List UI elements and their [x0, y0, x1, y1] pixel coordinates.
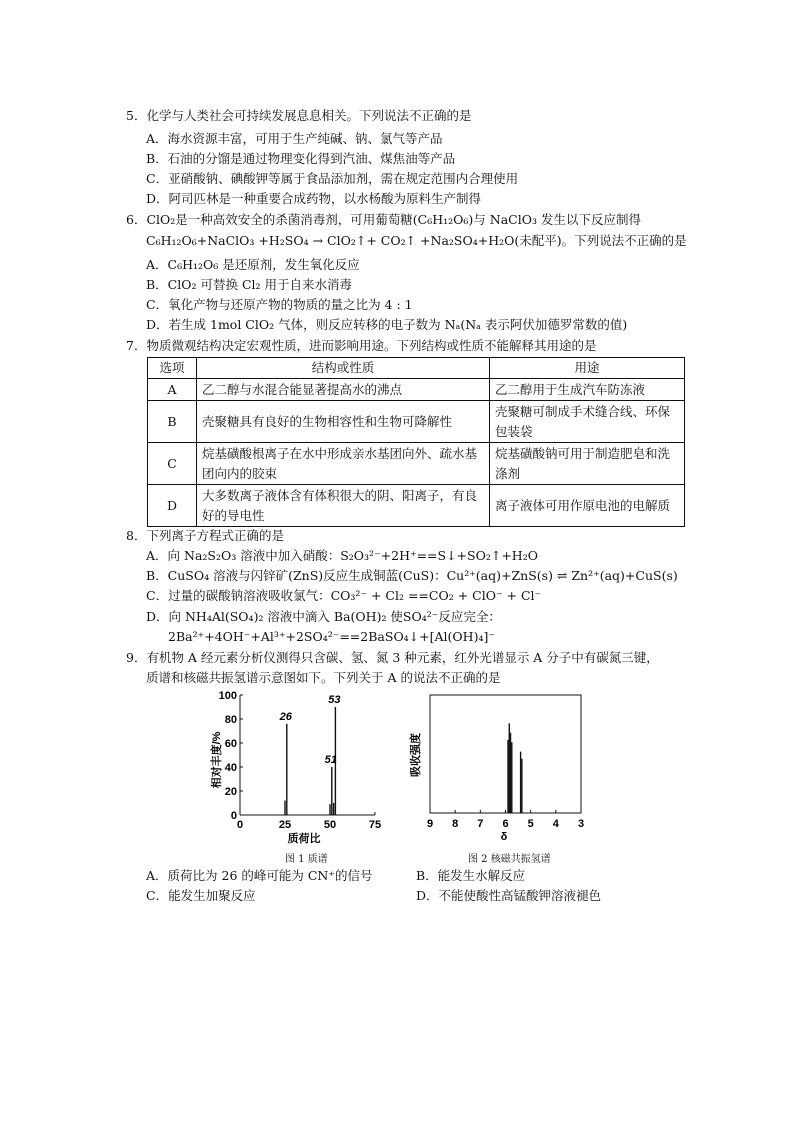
mass-spectrum-ylabel: 相对丰度/% — [211, 731, 223, 789]
y-tick-label: 0 — [230, 810, 237, 822]
x-tick-label: 8 — [452, 818, 459, 830]
x-tick-label: 7 — [477, 818, 484, 830]
row-property: 烷基磺酸根离子在水中形成亲水基团向外、疏水基团向内的胶束 — [197, 443, 490, 485]
row-use: 烷基磺酸钠可用于制造肥皂和洗涤剂 — [490, 443, 685, 485]
y-tick-label: 20 — [224, 786, 237, 798]
q5-option-b: B．石油的分馏是通过物理变化得到汽油、煤焦油等产品 — [146, 151, 456, 166]
nmr-xlabel: δ — [500, 831, 508, 843]
row-property: 大多数离子液体含有体积很大的阴、阳离子，有良好的导电性 — [197, 485, 490, 527]
table-row — [148, 379, 685, 401]
q8-option-c: C．过量的碳酸钠溶液吸收氯气：CO₃²⁻ + Cl₂ ==CO₂ + ClO⁻ + Cl⁻ — [146, 588, 542, 603]
peak-label: 26 — [279, 710, 292, 723]
plot-frame — [430, 695, 581, 813]
row-key: B — [148, 401, 197, 443]
q9-option-c: C．能发生加聚反应 — [146, 888, 256, 903]
table-row — [148, 485, 685, 527]
fig2-caption: 图 2 核磁共振氢谱 — [468, 854, 551, 865]
q5-option-c: C．亚硝酸钠、碘酸钾等属于食品添加剂，需在规定范围内合理使用 — [146, 171, 519, 186]
x-tick-label: 0 — [236, 819, 244, 831]
header-property: 结构或性质 — [197, 358, 490, 379]
q8-option-d: D．向 NH₄Al(SO₄)₂ 溶液中滴入 Ba(OH)₂ 使SO₄²⁻反应完全： — [146, 609, 501, 624]
mass-spectrum-chart — [200, 685, 390, 847]
header-use: 用途 — [490, 358, 685, 379]
q5-option-a: A．海水资源丰富，可用于生产纯碱、钠、氯气等产品 — [146, 131, 443, 146]
q9-option-d: D．不能使酸性高锰酸钾溶液褪色 — [416, 888, 602, 903]
table-row — [148, 443, 685, 485]
q9-option-a: A．质荷比为 26 的峰可能为 CN⁺的信号 — [146, 868, 373, 883]
q6-stem-line2: C₆H₁₂O₆+NaClO₃ +H₂SO₄ → ClO₂↑+ CO₂↑ +Na₂SO₄+H₂O(未配平)。下列说法不正确的是 — [146, 233, 687, 248]
q7-table — [147, 357, 685, 527]
fig1-caption: 图 1 质谱 — [285, 854, 328, 865]
q8-option-b: B．CuSO₄ 溶液与闪锌矿(ZnS)反应生成铜蓝(CuS)：Cu²⁺(aq)+ZnS(s) ⇌ Zn²⁺(aq)+CuS(s) — [146, 568, 678, 583]
q6-stem-line1: 6．ClO₂是一种高效安全的杀菌消毒剂，可用葡萄糖(C₆H₁₂O₆)与 NaClO₃ 发生以下反应制得 — [126, 212, 641, 227]
row-key: C — [148, 443, 197, 485]
y-tick-label: 40 — [224, 762, 237, 774]
q9-stem-line2: 质谱和核磁共振氢谱示意图如下。下列关于 A 的说法不正确的是 — [146, 670, 501, 685]
row-use: 乙二醇用于生成汽车防冻液 — [490, 379, 685, 401]
nmr-spectrum-chart — [408, 685, 598, 847]
x-tick-label: 50 — [323, 819, 337, 831]
y-tick-label: 60 — [224, 738, 237, 750]
q6-option-c: C．氧化产物与还原产物的物质的量之比为 4 : 1 — [146, 297, 413, 312]
y-tick-label: 100 — [218, 690, 237, 702]
row-property: 壳聚糖具有良好的生物相容性和生物可降解性 — [197, 401, 490, 443]
x-tick-label: 3 — [577, 818, 585, 830]
q5-option-d: D．阿司匹林是一种重要合成药物，以水杨酸为原料生产制得 — [146, 191, 482, 206]
q7-stem: 7．物质微观结构决定宏观性质，进而影响用途。下列结构或性质不能解释其用途的是 — [126, 338, 597, 353]
x-tick-label: 5 — [527, 818, 534, 830]
q6-option-b: B．ClO₂ 可替换 Cl₂ 用于自来水消毒 — [146, 277, 353, 292]
header-option: 选项 — [148, 358, 197, 379]
nmr-ylabel: 吸收强度 — [410, 733, 422, 777]
row-key: A — [148, 379, 197, 401]
x-tick-label: 25 — [278, 819, 292, 831]
q8-stem: 8．下列离子方程式正确的是 — [126, 528, 284, 543]
x-tick-label: 4 — [552, 818, 559, 830]
row-use: 壳聚糖可制成手术缝合线、环保包装袋 — [490, 401, 685, 443]
q5-stem: 5．化学与人类社会可持续发展息息相关。下列说法不正确的是 — [126, 108, 472, 123]
table-header-row — [148, 358, 685, 379]
q8-option-d-equation: 2Ba²⁺+4OH⁻+Al³⁺+2SO₄²⁻==2BaSO₄↓+[Al(OH)₄]⁻ — [168, 629, 495, 644]
row-key: D — [148, 485, 197, 527]
q8-option-a: A．向 Na₂S₂O₃ 溶液中加入硝酸：S₂O₃²⁻+2H⁺==S↓+SO₂↑+H₂O — [146, 548, 538, 563]
table-row — [148, 401, 685, 443]
x-tick-label: 9 — [426, 818, 434, 830]
row-use: 离子液体可用作原电池的电解质 — [490, 485, 685, 527]
q6-option-a: A．C₆H₁₂O₆ 是还原剂，发生氧化反应 — [146, 257, 360, 272]
peak-label: 51 — [324, 754, 337, 766]
row-property: 乙二醇与水混合能显著提高水的沸点 — [197, 379, 490, 401]
q9-stem-line1: 9．有机物 A 经元素分析仪测得只含碳、氢、氮 3 种元素，红外光谱显示 A 分子中有碳氮三键， — [126, 650, 659, 665]
x-tick-label: 6 — [502, 818, 509, 830]
q6-option-d: D．若生成 1mol ClO₂ 气体，则反应转移的电子数为 Nₐ(Nₐ 表示阿伏加德罗常数的值) — [146, 317, 628, 332]
mass-spectrum-xlabel: 质荷比 — [287, 833, 321, 845]
peak-label: 53 — [328, 694, 341, 706]
q9-option-b: B．能发生水解反应 — [416, 868, 526, 883]
y-tick-label: 80 — [224, 714, 237, 726]
x-tick-label: 75 — [368, 819, 382, 831]
